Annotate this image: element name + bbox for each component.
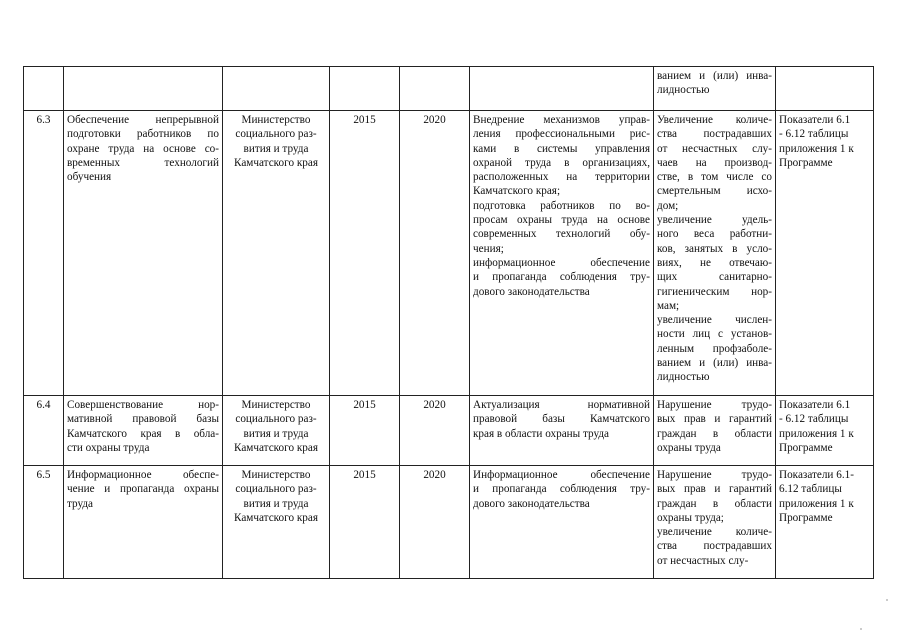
cell-line: правовой базы Камчатского: [473, 413, 650, 426]
cell-line: увеличение числен-: [657, 314, 772, 327]
cell-line: Информационное обеспечение: [473, 469, 650, 481]
cell-indicators: [776, 67, 874, 111]
table-row: [24, 111, 874, 396]
cell-direction: [470, 111, 654, 396]
cell-line: вых прав и гарантий: [657, 483, 772, 496]
cell-line: ленным профзаболе-: [657, 342, 772, 355]
cell-line: увеличение количе-: [657, 526, 772, 539]
scan-speck: [860, 628, 862, 630]
cell-executor: [223, 466, 330, 579]
cell-line: чаев на производ-: [657, 156, 772, 169]
cell-value: 2015: [353, 399, 376, 411]
cell-measure: [64, 466, 223, 579]
cell-line: Внедрение механизмов управ-: [473, 114, 650, 126]
cell-line: Министерство: [241, 469, 311, 481]
cell-line: Совершенствование нор-: [67, 399, 219, 411]
cell-line: подготовка работников по во-: [473, 199, 650, 212]
cell-line: лидностью: [657, 84, 710, 97]
cell-line: смертельным исхо-: [657, 185, 772, 198]
cell-line: труда: [67, 497, 94, 510]
cell-line: приложения 1 к: [779, 497, 854, 510]
cell-line: мативной правовой базы: [67, 413, 219, 426]
cell-line: Актуализация нормативной: [473, 399, 650, 411]
cell-start-year: [330, 67, 400, 111]
cell-line: граждан в области: [657, 427, 772, 440]
cell-line: дового законодательства: [473, 285, 590, 298]
cell-line: ления профессиональными рис-: [473, 128, 650, 141]
cell-start-year: [330, 111, 400, 396]
cell-value: 6.4: [36, 399, 51, 411]
cell-line: сти охраны труда: [67, 441, 150, 454]
scan-speck: [886, 599, 888, 601]
table-row: [24, 396, 874, 466]
cell-line: приложения 1 к: [779, 427, 854, 440]
cell-end-year: [400, 396, 470, 466]
cell-line: охране труда на основе со-: [67, 142, 219, 155]
cell-end-year: [400, 111, 470, 396]
cell-number: [24, 67, 64, 111]
cell-line: Камчатского края: [234, 511, 318, 524]
cell-line: приложения 1 к: [779, 142, 854, 155]
cell-line: Министерство: [241, 399, 311, 411]
cell-line: охраны труда: [657, 441, 721, 454]
cell-line: ства пострадавших: [657, 540, 772, 553]
cell-number: [24, 466, 64, 579]
cell-line: расположенных на территории: [473, 171, 650, 184]
cell-line: ков, занятых в усло-: [657, 242, 772, 255]
cell-line: Камчатского края в обла-: [67, 427, 219, 440]
cell-line: Камчатского края: [234, 156, 318, 169]
cell-consequence: [654, 111, 776, 396]
cell-line: ками в системы управления: [473, 142, 650, 155]
cell-line: и пропаганда соблюдения тру-: [473, 483, 650, 496]
cell-line: от несчастных слу-: [657, 142, 772, 155]
cell-line: чения;: [473, 242, 504, 255]
cell-line: ного веса работни-: [657, 228, 772, 241]
table-row: [24, 67, 874, 111]
cell-line: ства пострадавших: [657, 128, 772, 141]
cell-line: чение и пропаганда охраны: [67, 483, 219, 496]
cell-line: Показатели 6.1-: [779, 469, 854, 481]
cell-value: 2020: [423, 469, 446, 481]
table-row: [24, 466, 874, 579]
cell-line: вития и труда: [243, 427, 309, 440]
cell-line: современных технологий обу-: [473, 228, 650, 241]
cell-line: Информационное обеспе-: [67, 469, 219, 481]
cell-line: гигиеническим нор-: [657, 285, 772, 298]
cell-number: [24, 396, 64, 466]
cell-value: 2015: [353, 469, 376, 481]
cell-line: Нарушение трудо-: [657, 399, 772, 411]
cell-number: [24, 111, 64, 396]
cell-line: Показатели 6.1: [779, 399, 851, 411]
cell-line: Камчатского края: [234, 441, 318, 454]
cell-line: Обеспечение непрерывной: [67, 114, 219, 126]
cell-consequence: [654, 67, 776, 111]
cell-line: информационное обеспечение: [473, 256, 650, 269]
cell-line: 6.12 таблицы: [779, 483, 842, 496]
cell-line: щих санитарно-: [657, 271, 772, 284]
cell-line: просам охраны труда на основе: [473, 214, 650, 227]
cell-line: ности лиц с установ-: [657, 328, 772, 341]
cell-line: мам;: [657, 299, 680, 312]
cell-line: ванием и (или) инва-: [657, 70, 772, 82]
cell-consequence: [654, 396, 776, 466]
cell-line: края в области охраны труда: [473, 427, 609, 440]
cell-line: вития и труда: [243, 497, 309, 510]
table-body: [24, 67, 874, 579]
cell-line: подготовки работников по: [67, 128, 219, 141]
cell-executor: [223, 396, 330, 466]
cell-indicators: [776, 396, 874, 466]
cell-line: виях, не отвечаю-: [657, 256, 772, 269]
cell-line: - 6.12 таблицы: [779, 128, 849, 141]
cell-line: социального раз-: [235, 483, 317, 496]
cell-measure: [64, 111, 223, 396]
cell-value: 2020: [423, 114, 446, 126]
cell-indicators: [776, 111, 874, 396]
cell-line: стве, в том числе со: [657, 171, 772, 184]
cell-end-year: [400, 466, 470, 579]
cell-indicators: [776, 466, 874, 579]
cell-measure: [64, 67, 223, 111]
cell-line: Показатели 6.1: [779, 114, 851, 126]
cell-line: временных технологий: [67, 156, 219, 169]
cell-consequence: [654, 466, 776, 579]
cell-line: социального раз-: [235, 413, 317, 426]
cell-line: обучения: [67, 171, 112, 184]
cell-start-year: [330, 396, 400, 466]
cell-line: социального раз-: [235, 128, 317, 141]
cell-direction: [470, 396, 654, 466]
cell-line: охраной труда в организациях,: [473, 156, 650, 169]
cell-line: охраны труда;: [657, 511, 724, 524]
cell-executor: [223, 111, 330, 396]
cell-end-year: [400, 67, 470, 111]
cell-value: 2015: [353, 114, 376, 126]
cell-line: дом;: [657, 199, 679, 212]
cell-line: Министерство: [241, 114, 311, 126]
cell-start-year: [330, 466, 400, 579]
cell-direction: [470, 67, 654, 111]
cell-measure: [64, 396, 223, 466]
cell-line: увеличение удель-: [657, 214, 772, 227]
cell-line: Программе: [779, 156, 833, 169]
cell-line: лидностью: [657, 371, 710, 384]
cell-line: ванием и (или) инва-: [657, 357, 772, 370]
cell-line: граждан в области: [657, 497, 772, 510]
cell-line: вых прав и гарантий: [657, 413, 772, 426]
cell-value: 2020: [423, 399, 446, 411]
cell-line: Программе: [779, 441, 833, 454]
cell-line: Камчатского края;: [473, 185, 561, 198]
cell-value: 6.5: [36, 469, 51, 481]
cell-line: и пропаганда соблюдения тру-: [473, 271, 650, 284]
cell-line: Программе: [779, 511, 833, 524]
cell-line: Нарушение трудо-: [657, 469, 772, 481]
cell-line: - 6.12 таблицы: [779, 413, 849, 426]
cell-line: дового законодательства: [473, 497, 590, 510]
cell-direction: [470, 466, 654, 579]
cell-line: вития и труда: [243, 142, 309, 155]
cell-value: 6.3: [36, 114, 51, 126]
cell-executor: [223, 67, 330, 111]
cell-line: Увеличение количе-: [657, 114, 772, 126]
program-measures-table: [23, 66, 874, 579]
cell-line: от несчастных слу-: [657, 554, 749, 567]
